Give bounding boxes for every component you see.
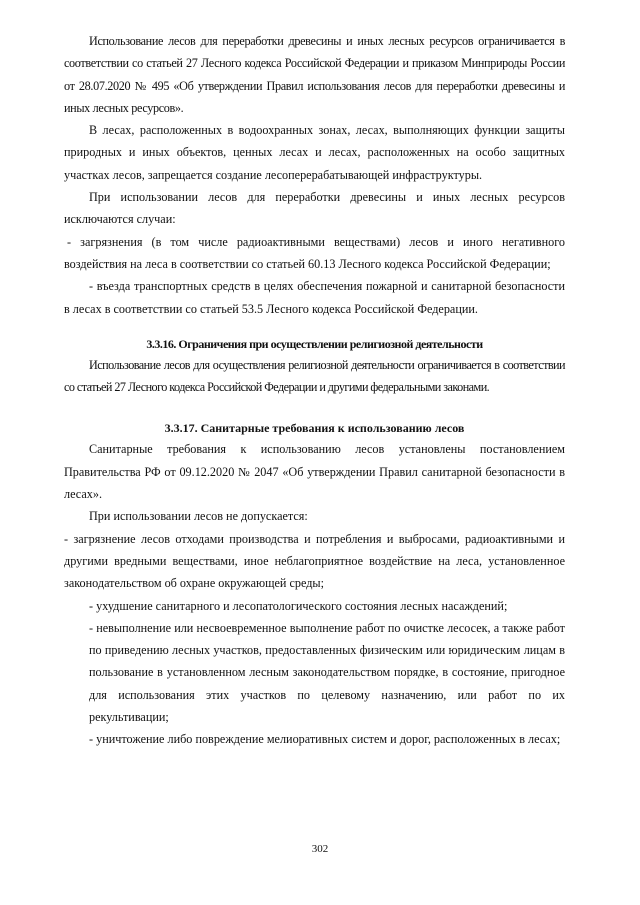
paragraph: Использование лесов для переработки древесины и иных лесных ресурсов ограничивается в соответствии со статьей 27 Лесного кодекса Российской Федерации и приказом Минприроды России от 28.07.2020 № 495 «Об утверждении Правил использования лесов для переработки древесины и иных лесных ресурсов».	[64, 34, 565, 115]
list-item: - загрязнения (в том числе радиоактивными веществами) лесов и иного негативного воздействия на леса в соответствии со статьей 60.13 Лесного кодекса Российской Федерации;	[64, 234, 565, 271]
page-content	[64, 30, 565, 751]
list-item: - ухудшение санитарного и лесопатологического состояния лесных насаждений;	[89, 598, 508, 613]
list-item: - невыполнение или несвоевременное выполнение работ по очистке лесосек, а также работ по приведению лесных участков, предоставленных физическим или юридическим лицам в пользование в установленном лесным законодательством порядке, в состояние, пригодное для использования этих участков по целевому назначению, или работ по их рекультивации;	[89, 620, 565, 725]
paragraph: Санитарные требования к использованию лесов установлены постановлением Правительства РФ от 09.12.2020 № 2047 «Об утверждении Правил санитарной безопасности в лесах».	[64, 442, 565, 502]
list-item: - загрязнение лесов отходами производства и потребления и выбросами, радиоактивными и другими вредными веществами, иное неблагоприятное воздействие на леса, установленное законодательством об охране окружающей среды;	[64, 531, 565, 591]
paragraph: В лесах, расположенных в водоохранных зонах, лесах, выполняющих функции защиты природных и иных объектов, ценных лесах и лесах, расположенных на особо защитных участках лесов, запрещается создание лесоперерабатывающей инфраструктуры.	[64, 123, 565, 182]
page-number: 302	[311, 843, 329, 855]
paragraph: При использовании лесов не допускается:	[89, 509, 308, 524]
section-heading: 3.3.17. Санитарные требования к использованию лесов	[164, 421, 465, 436]
section-heading: 3.3.16. Ограничения при осуществлении религиозной деятельности	[146, 336, 483, 351]
list-item: - уничтожение либо повреждение мелиоративных систем и дорог, расположенных в лесах;	[89, 732, 561, 747]
paragraph: При использовании лесов для переработки древесины и иных лесных ресурсов исключаются случаи:	[64, 190, 565, 227]
paragraph: Использование лесов для осуществления религиозной деятельности ограничивается в соответствии со статьей 27 Лесного кодекса Российской Федерации и другими федеральными законами.	[64, 357, 565, 395]
list-item: - въезда транспортных средств в целях обеспечения пожарной и санитарной безопасности в лесах в соответствии со статьей 53.5 Лесного кодекса Российской Федерации.	[64, 279, 565, 316]
